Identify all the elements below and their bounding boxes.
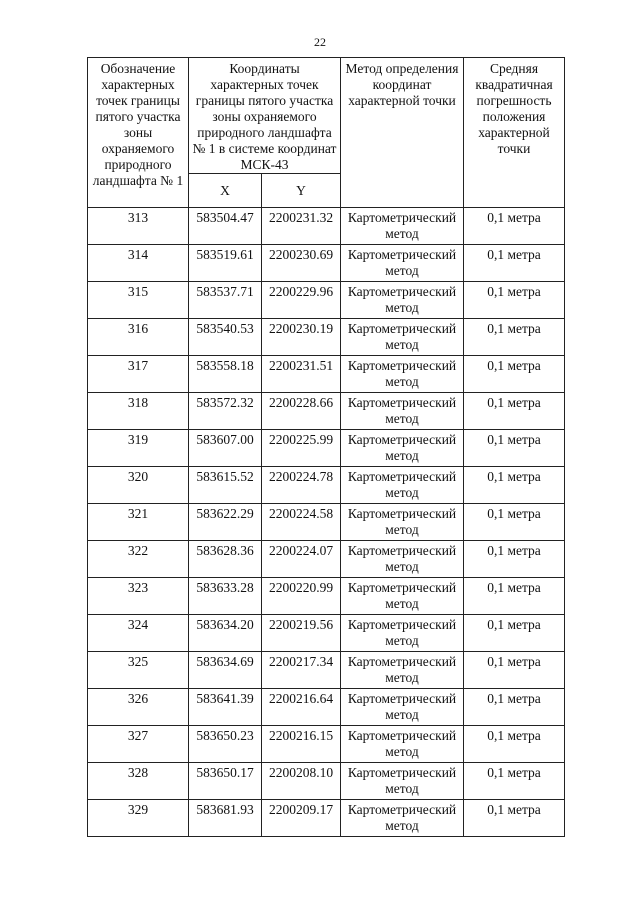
y-coordinate-cell: 2200231.51 — [262, 356, 341, 393]
error-cell: 0,1 метра — [464, 208, 565, 245]
table-row — [88, 689, 565, 726]
method-cell: Картометрический метод — [341, 245, 464, 282]
point-number-cell: 322 — [88, 541, 189, 578]
error-cell: 0,1 метра — [464, 282, 565, 319]
method-cell: Картометрический метод — [341, 319, 464, 356]
table-row — [88, 356, 565, 393]
method-cell: Картометрический метод — [341, 800, 464, 837]
point-number-cell: 320 — [88, 467, 189, 504]
table-body — [88, 208, 565, 837]
point-number-cell: 326 — [88, 689, 189, 726]
y-coordinate-cell: 2200230.19 — [262, 319, 341, 356]
y-coordinate-cell: 2200229.96 — [262, 282, 341, 319]
method-cell: Картометрический метод — [341, 393, 464, 430]
method-cell: Картометрический метод — [341, 430, 464, 467]
header-method: Метод определения координат характерной точки — [341, 58, 464, 208]
point-number-cell: 327 — [88, 726, 189, 763]
point-number-cell: 319 — [88, 430, 189, 467]
point-number-cell: 329 — [88, 800, 189, 837]
x-coordinate-cell: 583537.71 — [189, 282, 262, 319]
error-cell: 0,1 метра — [464, 393, 565, 430]
table-row — [88, 282, 565, 319]
y-coordinate-cell: 2200228.66 — [262, 393, 341, 430]
x-coordinate-cell: 583634.20 — [189, 615, 262, 652]
method-cell: Картометрический метод — [341, 763, 464, 800]
x-coordinate-cell: 583504.47 — [189, 208, 262, 245]
y-coordinate-cell: 2200220.99 — [262, 578, 341, 615]
table-row — [88, 726, 565, 763]
table-row — [88, 578, 565, 615]
error-cell: 0,1 метра — [464, 689, 565, 726]
table-row — [88, 430, 565, 467]
error-cell: 0,1 метра — [464, 578, 565, 615]
header-point-designation: Обозначение характерных точек границы пятого участка зоны охраняемого природного ландшафта № 1 — [88, 58, 189, 208]
y-coordinate-cell: 2200224.58 — [262, 504, 341, 541]
x-coordinate-cell: 583615.52 — [189, 467, 262, 504]
point-number-cell: 313 — [88, 208, 189, 245]
coordinates-table — [87, 57, 565, 837]
x-coordinate-cell: 583572.32 — [189, 393, 262, 430]
point-number-cell: 317 — [88, 356, 189, 393]
y-coordinate-cell: 2200217.34 — [262, 652, 341, 689]
error-cell: 0,1 метра — [464, 652, 565, 689]
error-cell: 0,1 метра — [464, 430, 565, 467]
y-coordinate-cell: 2200208.10 — [262, 763, 341, 800]
y-coordinate-cell: 2200224.07 — [262, 541, 341, 578]
error-cell: 0,1 метра — [464, 541, 565, 578]
table-row — [88, 763, 565, 800]
error-cell: 0,1 метра — [464, 504, 565, 541]
table-row — [88, 467, 565, 504]
error-cell: 0,1 метра — [464, 319, 565, 356]
x-coordinate-cell: 583558.18 — [189, 356, 262, 393]
table-row — [88, 615, 565, 652]
x-coordinate-cell: 583681.93 — [189, 800, 262, 837]
method-cell: Картометрический метод — [341, 689, 464, 726]
point-number-cell: 318 — [88, 393, 189, 430]
x-coordinate-cell: 583540.53 — [189, 319, 262, 356]
method-cell: Картометрический метод — [341, 208, 464, 245]
table-row — [88, 541, 565, 578]
error-cell: 0,1 метра — [464, 245, 565, 282]
point-number-cell: 316 — [88, 319, 189, 356]
method-cell: Картометрический метод — [341, 578, 464, 615]
error-cell: 0,1 метра — [464, 800, 565, 837]
table-row — [88, 245, 565, 282]
point-number-cell: 328 — [88, 763, 189, 800]
method-cell: Картометрический метод — [341, 356, 464, 393]
point-number-cell: 315 — [88, 282, 189, 319]
error-cell: 0,1 метра — [464, 726, 565, 763]
header-x: X — [189, 174, 262, 208]
method-cell: Картометрический метод — [341, 615, 464, 652]
method-cell: Картометрический метод — [341, 282, 464, 319]
table-row — [88, 652, 565, 689]
header-error: Средняя квадратичная погрешность положения характерной точки — [464, 58, 565, 208]
header-coordinates: Координаты характерных точек границы пятого участка зоны охраняемого природного ландшафта № 1 в системе координат МСК-43 — [189, 58, 341, 174]
table-row — [88, 504, 565, 541]
y-coordinate-cell: 2200225.99 — [262, 430, 341, 467]
point-number-cell: 325 — [88, 652, 189, 689]
y-coordinate-cell: 2200230.69 — [262, 245, 341, 282]
x-coordinate-cell: 583628.36 — [189, 541, 262, 578]
method-cell: Картометрический метод — [341, 467, 464, 504]
x-coordinate-cell: 583641.39 — [189, 689, 262, 726]
x-coordinate-cell: 583633.28 — [189, 578, 262, 615]
point-number-cell: 323 — [88, 578, 189, 615]
error-cell: 0,1 метра — [464, 763, 565, 800]
y-coordinate-cell: 2200231.32 — [262, 208, 341, 245]
y-coordinate-cell: 2200209.17 — [262, 800, 341, 837]
y-coordinate-cell: 2200216.15 — [262, 726, 341, 763]
table-row — [88, 319, 565, 356]
method-cell: Картометрический метод — [341, 652, 464, 689]
x-coordinate-cell: 583519.61 — [189, 245, 262, 282]
x-coordinate-cell: 583622.29 — [189, 504, 262, 541]
table-row — [88, 393, 565, 430]
method-cell: Картометрический метод — [341, 541, 464, 578]
table-row — [88, 208, 565, 245]
y-coordinate-cell: 2200216.64 — [262, 689, 341, 726]
page-number: 22 — [314, 35, 326, 49]
x-coordinate-cell: 583650.23 — [189, 726, 262, 763]
header-y: Y — [262, 174, 341, 208]
y-coordinate-cell: 2200219.56 — [262, 615, 341, 652]
error-cell: 0,1 метра — [464, 615, 565, 652]
point-number-cell: 324 — [88, 615, 189, 652]
error-cell: 0,1 метра — [464, 356, 565, 393]
method-cell: Картометрический метод — [341, 726, 464, 763]
x-coordinate-cell: 583650.17 — [189, 763, 262, 800]
point-number-cell: 321 — [88, 504, 189, 541]
x-coordinate-cell: 583634.69 — [189, 652, 262, 689]
error-cell: 0,1 метра — [464, 467, 565, 504]
y-coordinate-cell: 2200224.78 — [262, 467, 341, 504]
method-cell: Картометрический метод — [341, 504, 464, 541]
point-number-cell: 314 — [88, 245, 189, 282]
x-coordinate-cell: 583607.00 — [189, 430, 262, 467]
table-row — [88, 800, 565, 837]
